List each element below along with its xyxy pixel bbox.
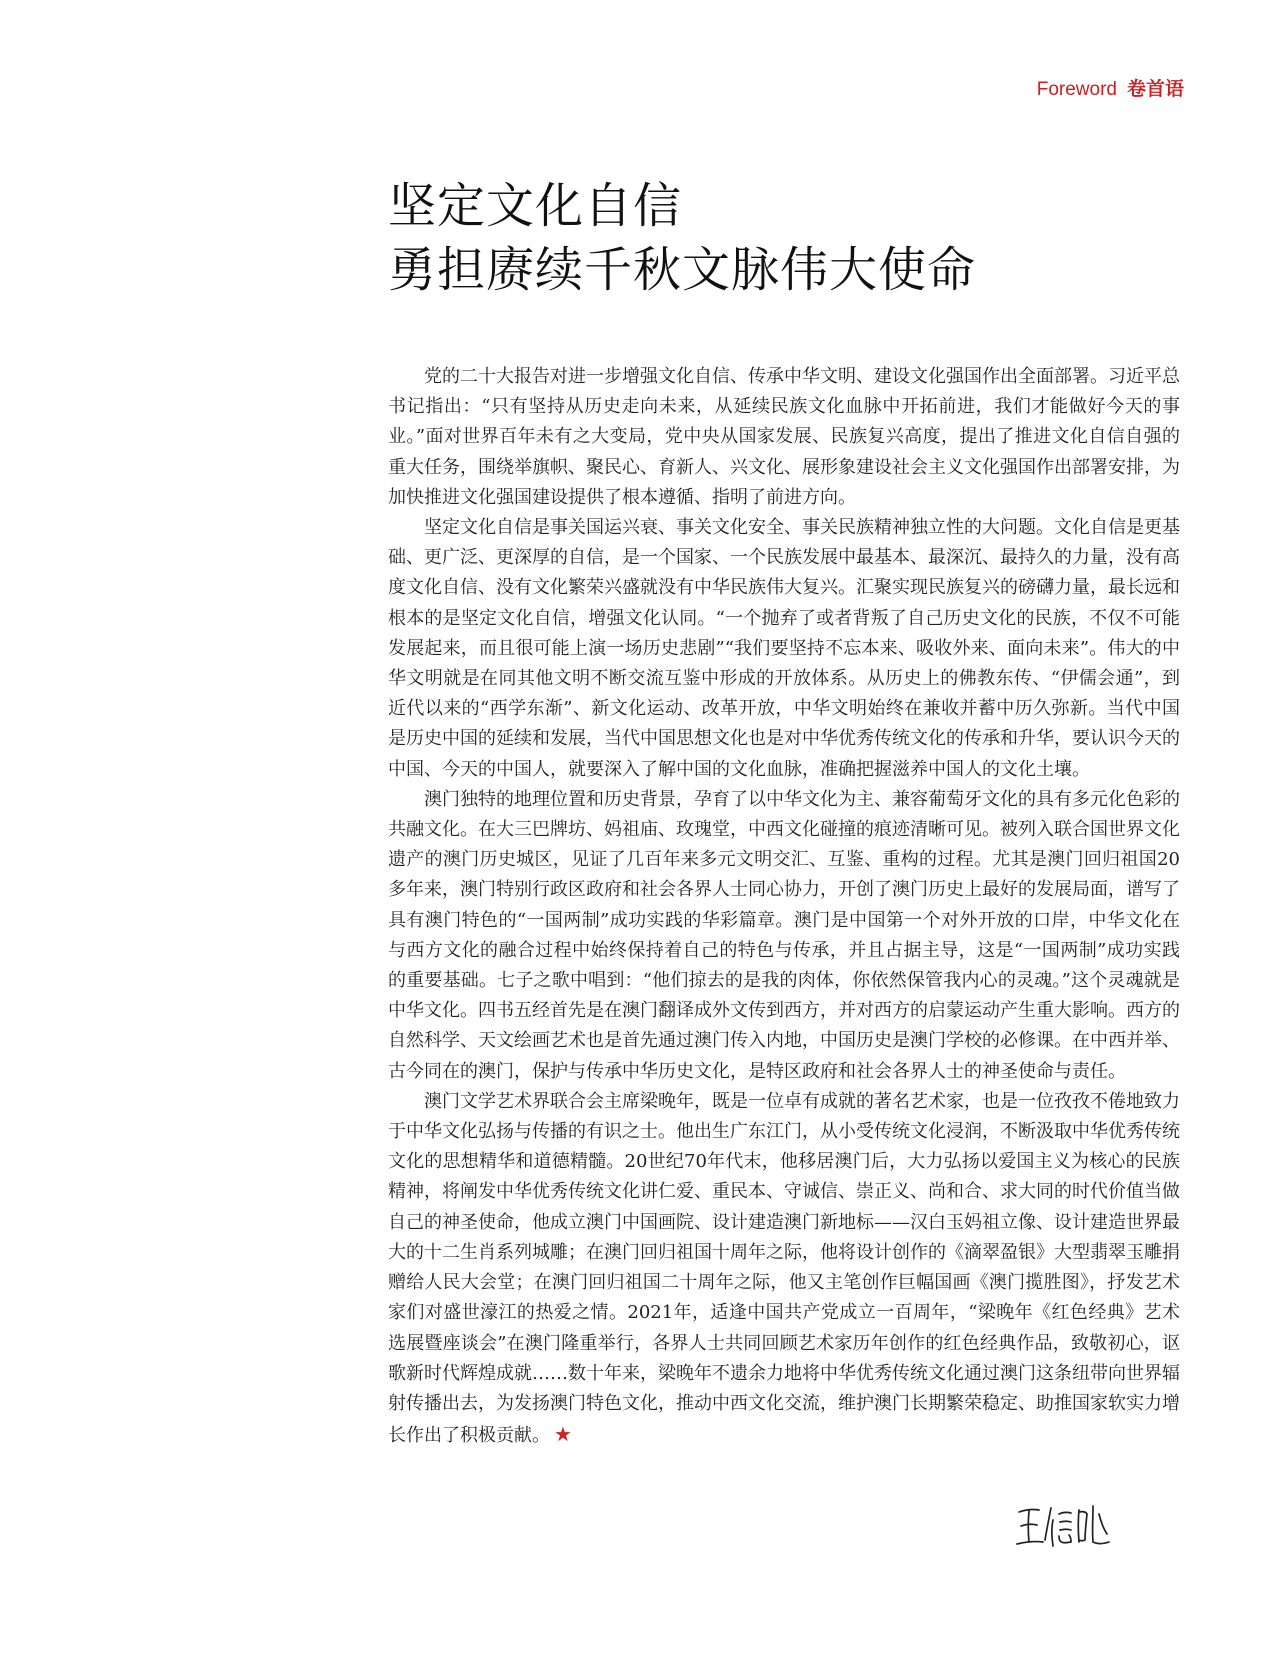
signature-icon	[1015, 1500, 1115, 1552]
paragraph-3: 澳门独特的地理位置和历史背景，孕育了以中华文化为主、兼容葡萄牙文化的具有多元化色彩的共融文化。在大三巴牌坊、妈祖庙、玫瑰堂，中西文化碰撞的痕迹清晰可见。被列入联合国世界文化遗产的澳门历史城区，见证了几百年来多元文明交汇、互鉴、重构的过程。尤其是澳门回归祖国20多年来，澳门特别行政区政府和社会各界人士同心协力，开创了澳门历史上最好的发展局面，谱写了具有澳门特色的“一国两制”成功实践的华彩篇章。澳门是中国第一个对外开放的口岸，中华文化在与西方文化的融合过程中始终保持着自己的特色与传承，并且占据主导，这是“一国两制”成功实践的重要基础。七子之歌中唱到：“他们掠去的是我的肉体，你依然保管我内心的灵魂。”这个灵魂就是中华文化。四书五经首先是在澳门翻译成外文传到西方，并对西方的启蒙运动产生重大影响。西方的自然科学、天文绘画艺术也是首先通过澳门传入内地，中国历史是澳门学校的必修课。在中西并举、古今同在的澳门，保护与传承中华历史文化，是特区政府和社会各界人士的神圣使命与责任。	[388, 788, 1180, 1082]
title-line-2: 勇担赓续千秋文脉伟大使命	[388, 242, 977, 298]
paragraph-4	[388, 1087, 1180, 1451]
paragraph-2: 坚定文化自信是事关国运兴衰、事关文化安全、事关民族精神独立性的大问题。文化自信是更基础、更广泛、更深厚的自信，是一个国家、一个民族发展中最基本、最深沉、最持久的力量，没有高度文化自信、没有文化繁荣兴盛就没有中华民族伟大复兴。汇聚实现民族复兴的磅礴力量，最长远和根本的是坚定文化自信，增强文化认同。“一个抛弃了或者背叛了自己历史文化的民族，不仅不可能发展起来，而且很可能上演一场历史悲剧”“我们要坚持不忘本来、吸收外来、面向未来”。伟大的中华文明就是在同其他文明不断交流互鉴中形成的开放体系。从历史上的佛教东传、“伊儒会通”，到近代以来的“西学东渐”、新文化运动、改革开放，中华文明始终在兼收并蓄中历久弥新。当代中国是历史中国的延续和发展，当代中国思想文化也是对中华优秀传统文化的传承和升华，要认识今天的中国、今天的中国人，就要深入了解中国的文化血脉，准确把握滋养中国人的文化土壤。	[388, 517, 1180, 780]
page-title	[388, 174, 976, 302]
paragraph-1: 党的二十大报告对进一步增强文化自信、传承中华文明、建设文化强国作出全面部署。习近平总书记指出：“只有坚持从历史走向未来，从延续民族文化血脉中开拓前进，我们才能做好今天的事业。”面对世界百年未有之大变局，党中央从国家发展、民族复兴高度，提出了推进文化自信自强的重大任务，围绕举旗帜、聚民心、育新人、兴文化、展形象建设社会主义文化强国作出部署安排，为加快推进文化强国建设提供了根本遵循、指明了前进方向。	[388, 366, 1180, 508]
end-star-icon: ★	[554, 1422, 572, 1447]
author-signature	[1015, 1500, 1115, 1556]
paragraph-4-text: 澳门文学艺术界联合会主席梁晚年，既是一位卓有成就的著名艺术家，也是一位孜孜不倦地致力于中华文化弘扬与传播的有识之士。他出生广东江门，从小受传统文化浸润，不断汲取中华优秀传统文化的思想精华和道德精髓。20世纪70年代末，他移居澳门后，大力弘扬以爱国主义为核心的民族精神，将阐发中华优秀传统文化讲仁爱、重民本、守诚信、崇正义、尚和合、求大同的时代价值当做自己的神圣使命，他成立澳门中国画院、设计建造澳门新地标——汉白玉妈祖立像、设计建造世界最大的十二生肖系列城雕；在澳门回归祖国十周年之际，他将设计创作的《滴翠盈银》大型翡翠玉雕捐赠给人民大会堂；在澳门回归祖国二十周年之际，他又主笔创作巨幅国画《澳门揽胜图》，抒发艺术家们对盛世濠江的热爱之情。2021年，适逢中国共产党成立一百周年，“梁晚年《红色经典》艺术选展暨座谈会”在澳门隆重举行，各界人士共同回顾艺术家历年创作的红色经典作品，致敬初心，讴歌新时代辉煌成就……数十年来，梁晚年不遗余力地将中华优秀传统文化通过澳门这条纽带向世界辐射传播出去，为发扬澳门特色文化，推动中西文化交流，维护澳门长期繁荣稳定、助推国家软实力增长作出了积极贡献。	[388, 1090, 1180, 1447]
title-line-1: 坚定文化自信	[388, 178, 683, 234]
section-label-zh: 卷首语	[1126, 79, 1184, 100]
article-body	[388, 362, 1180, 1451]
section-label	[1037, 74, 1184, 101]
section-label-en: Foreword	[1036, 79, 1117, 100]
